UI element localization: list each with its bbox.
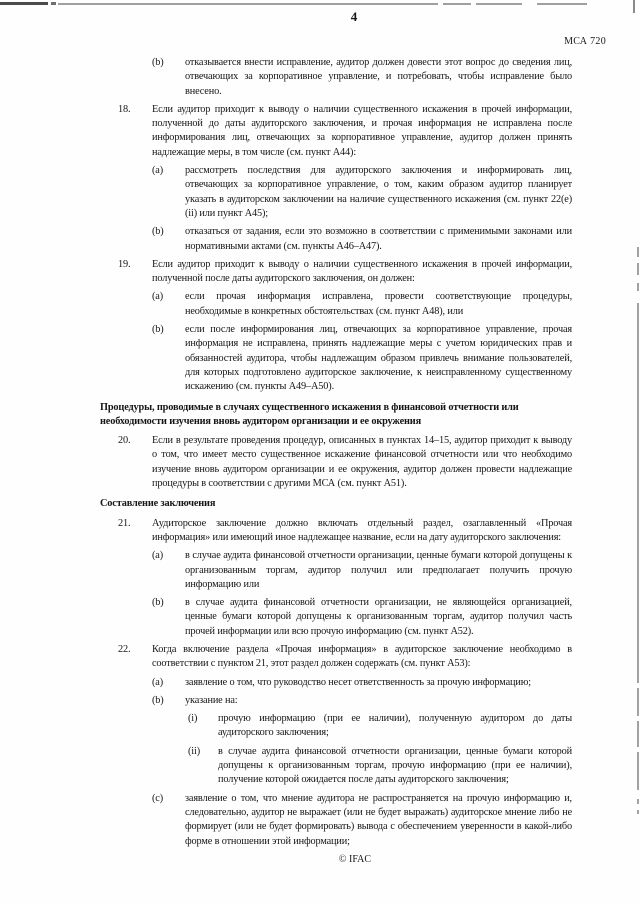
scan-artifact-corner-tick — [633, 0, 635, 13]
section-heading — [100, 401, 572, 430]
page-number: 4 — [350, 9, 358, 24]
item-marker: (a) — [152, 676, 163, 688]
paragraph-text: отказывается внести исправление, аудитор должен довести этот вопрос до сведения лиц, отвечающих за корпоративное управление, и потребовать, чтобы исправление было внесено. — [185, 57, 572, 97]
paragraph-text: в случае аудита финансовой отчетности организации, не являющейся организацией, ценные бумаги которой допущены к организованным торгам, аудитор получил часть прочей информации или всю прочую информацию (см. пункт А52). — [185, 597, 572, 637]
doc-paragraph — [100, 323, 572, 394]
doc-paragraph — [100, 103, 572, 160]
doc-paragraph — [100, 676, 572, 690]
doc-paragraph — [100, 517, 572, 546]
paragraph-text: Если в результате проведения процедур, описанных в пунктах 14–15, аудитор приходит к выводу о том, что имеет место существенное искажение финансовой отчетности или что необходимо изучение вновь аудитором организации и ее окружения, аудитор должен провести надлежащие процедуры в соответствии с другими МСА (см. пункт А51). — [152, 435, 572, 490]
scan-artifact-right-line — [637, 688, 639, 716]
scan-artifact-right-line — [637, 721, 639, 747]
paragraph-text: прочую информацию (при ее наличии), полученную аудитором до даты аудиторского заключения; — [218, 713, 572, 739]
paragraph-text: если после информирования лиц, отвечающих за корпоративное управление, прочая информация не исправлена, принять надлежащие меры с учетом юридических прав и обязанностей аудитора, чтобы надлежащим образом привлечь внимание пользователей, для которых подготовлено аудиторское заключение, к неисправленному существенному искажению (см. пункты А49–А50). — [185, 324, 572, 393]
scan-artifact-top-line — [476, 3, 522, 5]
item-marker: (b) — [152, 226, 164, 238]
scan-artifact-right-line — [637, 303, 639, 683]
paragraph-text: если прочая информация исправлена, провести соответствующие процедуры, необходимые в конкретных обстоятельствах (см. пункт А48), или — [185, 291, 572, 317]
scan-artifact-right-line — [637, 810, 639, 814]
item-marker: (i) — [188, 713, 198, 725]
doc-paragraph — [100, 434, 572, 491]
paragraph-text: заявление о том, что мнение аудитора не распространяется на прочую информацию и, следовательно, аудитор не выражает (или не будет выражать) аудиторское мнение либо не формирует (или не будет формировать) вывода с обеспечением уверенности в какой-либо форме в отношении этой информации; — [185, 792, 572, 847]
scan-artifact-top-line — [58, 3, 438, 5]
doc-paragraph — [100, 290, 572, 319]
paragraph-text: Если аудитор приходит к выводу о наличии существенного искажения в прочей информации, полученной после даты аудиторского заключения, он должен: — [152, 258, 572, 285]
scan-artifact-top-line — [443, 3, 471, 5]
doc-paragraph — [100, 56, 572, 99]
doc-paragraph — [100, 792, 572, 849]
doc-paragraph — [100, 549, 572, 592]
doc-paragraph — [100, 712, 572, 741]
item-marker: 21. — [118, 517, 131, 529]
item-marker: (b) — [152, 597, 164, 609]
heading-text: Составление заключения — [100, 498, 216, 510]
doc-paragraph — [100, 164, 572, 221]
item-marker: 18. — [118, 103, 131, 115]
scan-artifact-right-line — [637, 283, 639, 291]
item-marker: (b) — [152, 57, 164, 68]
doc-paragraph — [100, 258, 572, 287]
paragraph-text: отказаться от задания, если это возможно в соответствии с применимыми законами или нормативными актами (см. пункты А46–А47). — [185, 226, 572, 252]
item-marker: (a) — [152, 291, 163, 303]
item-marker: (b) — [152, 694, 164, 706]
item-marker: (ii) — [188, 745, 200, 757]
document-body — [100, 56, 572, 853]
item-marker: (b) — [152, 324, 164, 336]
paragraph-text: заявление о том, что руководство несет ответственность за прочую информацию; — [185, 676, 531, 688]
scan-artifact-right-line — [637, 752, 639, 790]
doc-paragraph — [100, 643, 572, 672]
item-marker: 22. — [118, 643, 131, 655]
paragraph-text: в случае аудита финансовой отчетности организации, ценные бумаги которой допущены к организованным торгам, аудитор получил или предполагает получить прочую информацию или — [185, 550, 572, 590]
item-marker: 20. — [118, 435, 131, 447]
item-marker: (a) — [152, 165, 163, 177]
copyright-footer: © IFAC — [338, 854, 372, 865]
doc-paragraph — [100, 745, 572, 788]
paragraph-text: Когда включение раздела «Прочая информация» в аудиторское заключение необходимо в соответствии с пунктом 21, этот раздел должен содержать (см. пункт А53): — [152, 643, 572, 670]
document-reference: МСА 720 — [564, 36, 606, 47]
scan-artifact-right-line — [637, 247, 639, 257]
scan-artifact-right-line — [637, 799, 639, 804]
doc-paragraph — [100, 596, 572, 639]
doc-paragraph — [100, 694, 572, 708]
item-marker: 19. — [118, 258, 131, 270]
section-heading — [100, 497, 572, 511]
scan-artifact-top-line — [0, 2, 48, 5]
paragraph-text: рассмотреть последствия для аудиторского заключения и информировать лиц, отвечающих за корпоративное управление, о том, каким образом аудитор планирует указать в аудиторском заключении на наличие существенного искажения (см. пункт 22(e)(ii) или пункт А45); — [185, 165, 572, 219]
scan-artifact-top-line — [537, 3, 587, 5]
item-marker: (a) — [152, 550, 163, 562]
item-marker: (c) — [152, 792, 163, 804]
paragraph-text: Если аудитор приходит к выводу о наличии существенного искажения в прочей информации, полученной до даты аудиторского заключения, и прочая информация не исправлена после информирования лиц, отвечающих за корпоративное управление, аудитор должен принять надлежащие меры, в том числе (см. пункт А44): — [152, 103, 572, 158]
heading-text: Процедуры, проводимые в случаях существенного искажения в финансовой отчетности или необходимости изучения вновь аудитором организации и ее окружения — [100, 401, 519, 427]
paragraph-text: Аудиторское заключение должно включать отдельный раздел, озаглавленный «Прочая информация» или имеющий иное надлежащее название, если на дату аудиторского заключения: — [152, 517, 572, 543]
scan-artifact-right-line — [637, 263, 639, 275]
doc-paragraph — [100, 225, 572, 254]
scan-artifact-top-line — [51, 2, 56, 5]
paragraph-text: в случае аудита финансовой отчетности организации, ценные бумаги которой допущены к организованным торгам, прочую информацию (при ее наличии), получение которой ожидается после даты аудиторского заключения; — [218, 745, 572, 786]
paragraph-text: указание на: — [185, 694, 238, 706]
